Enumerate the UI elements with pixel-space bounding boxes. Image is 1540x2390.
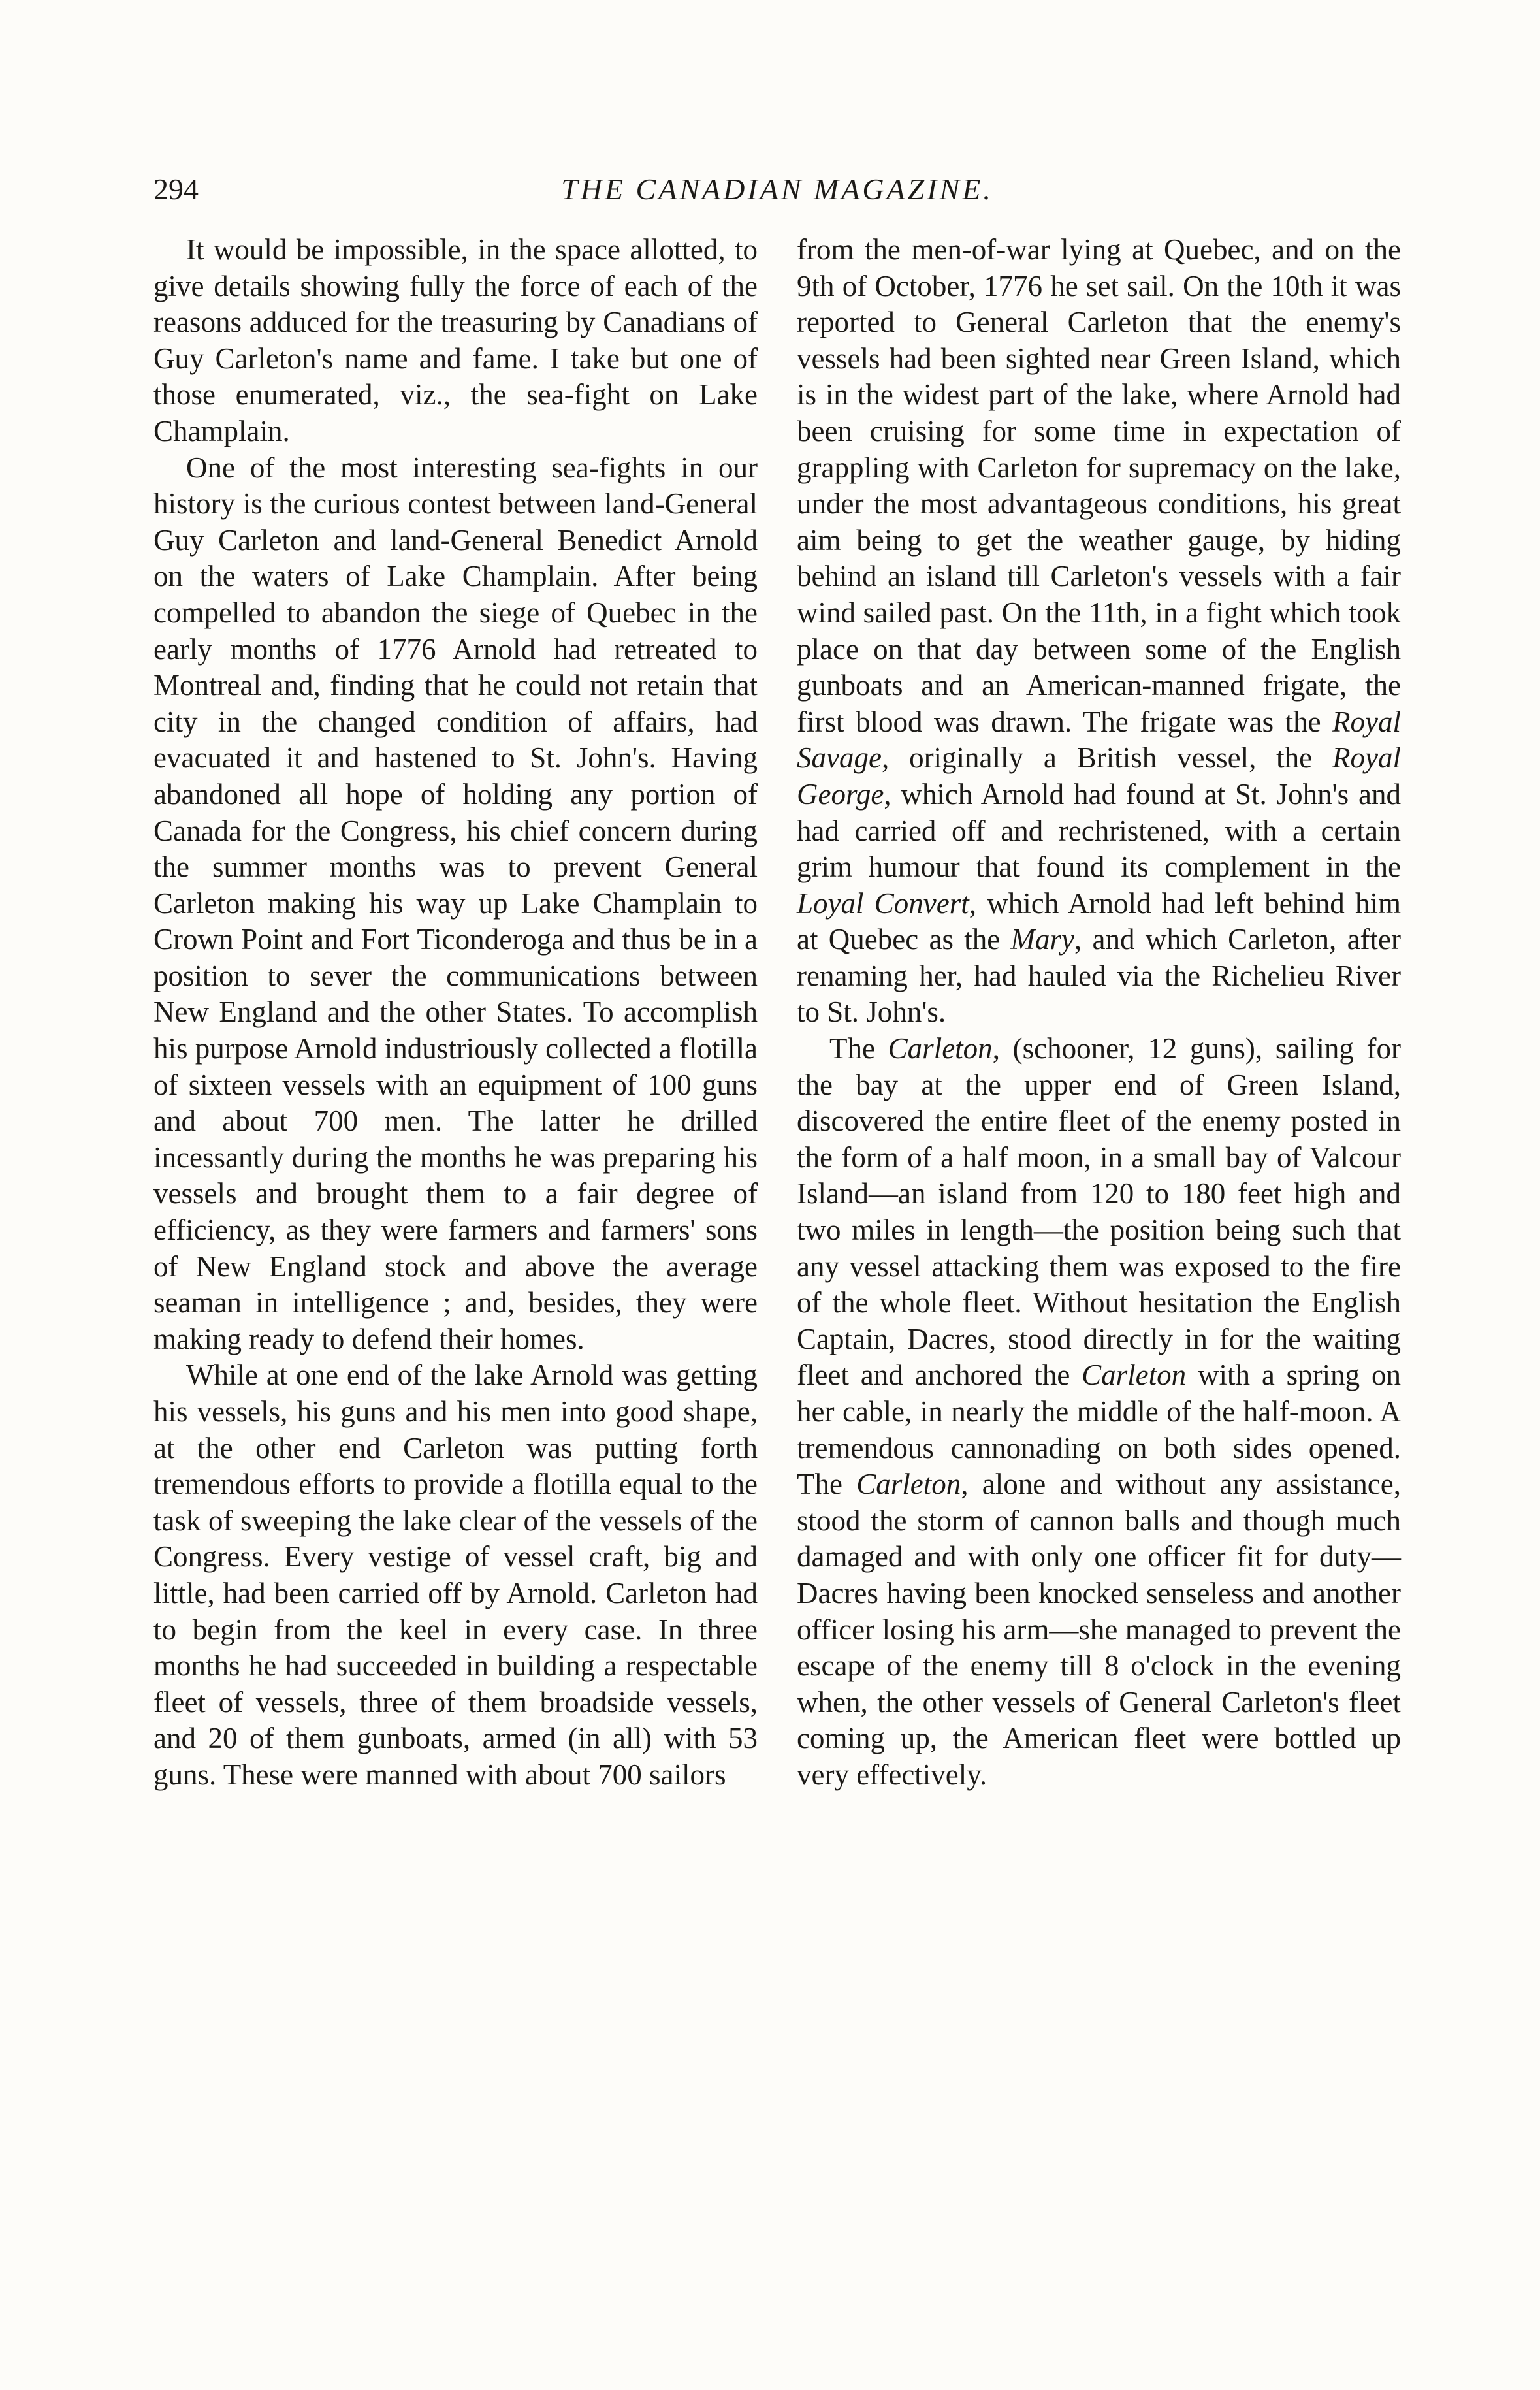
ship-name: Carleton — [856, 1468, 961, 1501]
page-number: 294 — [153, 172, 199, 206]
running-title: THE CANADIAN MAGAZINE. — [561, 172, 993, 206]
text-run: , (schooner, 12 guns), sailing for the bay at the upper end of Green Island, discovered the entire fleet of the enemy posted in the form of a half moon, in a small bay of Valcour Island—an island from 120 to 180 feet high and two miles in length—the position being such that any vessel attacking them was exposed to the fire of the whole fleet. Without hesitation the English Captain, Dacres, stood directly in for the waiting fleet and anchored the — [797, 1032, 1402, 1392]
paragraph — [797, 1031, 1401, 1793]
ship-name: Carleton — [888, 1032, 993, 1065]
ship-name: Loyal Convert — [797, 886, 969, 920]
text-run: from the men-of-war lying at Quebec, and on the 9th of October, 1776 he set sail. On the 10th it was reported to General Carleton that the enemy's vessels had been sighted near Green Island, which is in the widest part of the lake, where Arnold had been cruising for some time in expectation of grappling with Carleton for supremacy on the lake, under the most advantageous conditions, his great aim being to get the weather gauge, by hiding behind an island till Carleton's vessels with a fair wind sailed past. On the 11th, in a fight which took place on that day between some of the English gunboats and an American-manned frigate, the first blood was drawn. The frigate was the — [797, 233, 1401, 738]
right-column — [797, 232, 1401, 1794]
text-run: , originally a British vessel, the — [881, 741, 1313, 775]
text-run: , alone and without any assistance, stood the storm of cannon balls and though much damaged and with only one officer fit for duty—Dacres having been knocked senseless and another officer losing his arm—she managed to prevent the escape of the enemy till 8 o'clock in the evening when, the other vessels of General Carleton's fleet coming up, the American fleet were bottled up very effectively. — [797, 1468, 1401, 1791]
paragraph: While at one end of the lake Arnold was getting his vessels, his guns and his men into good shape, at the other end Carleton was putting forth tremendous efforts to provide a flotilla equal to the task of sweeping the lake clear of the vessels of the Congress. Every vestige of vessel craft, big and little, had been carried off by Arnold. Carleton had to begin from the keel in every case. In three months he had succeeded in building a respectable fleet of vessels, three of them broadside vessels, and 20 of them gunboats, armed (in all) with 53 guns. These were manned with about 700 sailors — [153, 1359, 758, 1791]
ship-name: Royal George — [797, 741, 1401, 811]
text-run: , and which Carleton, after renaming her, had hauled via the Richelieu River to St. John's. — [797, 923, 1401, 1029]
text-run: , which Arnold had found at St. John's and had carried off and rechristened, with a certain grim humour that found its complement in the — [797, 777, 1401, 884]
paragraph: It would be impossible, in the space allotted, to give details showing fully the force of each of the reasons adduced for the treasuring by Canadians of Guy Carleton's name and fame. I take but one of those enumerated, viz., the sea-fight on Lake Champlain. — [153, 233, 758, 447]
page-header — [153, 163, 1401, 216]
ship-name: Carleton — [1082, 1359, 1187, 1392]
ship-name: Mary — [1010, 923, 1075, 956]
text-run: , which Arnold had left behind him at Quebec as the — [797, 886, 1401, 956]
paragraph: One of the most interesting sea-fights in our history is the curious contest between land-General Guy Carleton and land-General Benedict Arnold on the waters of Lake Champlain. After being compelled to abandon the siege of Quebec in the early months of 1776 Arnold had retreated to Montreal and, finding that he could not retain that city in the changed condition of affairs, had evacuated it and hastened to St. John's. Having abandoned all hope of holding any portion of Canada for the Congress, his chief concern during the summer months was to prevent General Carleton making his way up Lake Champlain to Crown Point and Fort Ticonderoga and thus be in a position to sever the communications between New England and the other States. To accomplish his purpose Arnold industriously collected a flotilla of sixteen vessels with an equipment of 100 guns and about 700 men. The latter he drilled incessantly during the months he was preparing his vessels and brought them to a fair degree of efficiency, as they were farmers and farmers' sons of New England stock and above the average seaman in intelligence ; and, besides, they were making ready to defend their homes. — [153, 451, 758, 1355]
text-run: The — [829, 1032, 875, 1065]
text-run: with a spring on her cable, in nearly the middle of the half-moon. A tremendous cannonading on both sides opened. The — [797, 1359, 1402, 1501]
left-column — [153, 232, 758, 1794]
paragraph-continued — [797, 232, 1401, 1031]
ship-name: Royal Savage — [797, 705, 1401, 775]
